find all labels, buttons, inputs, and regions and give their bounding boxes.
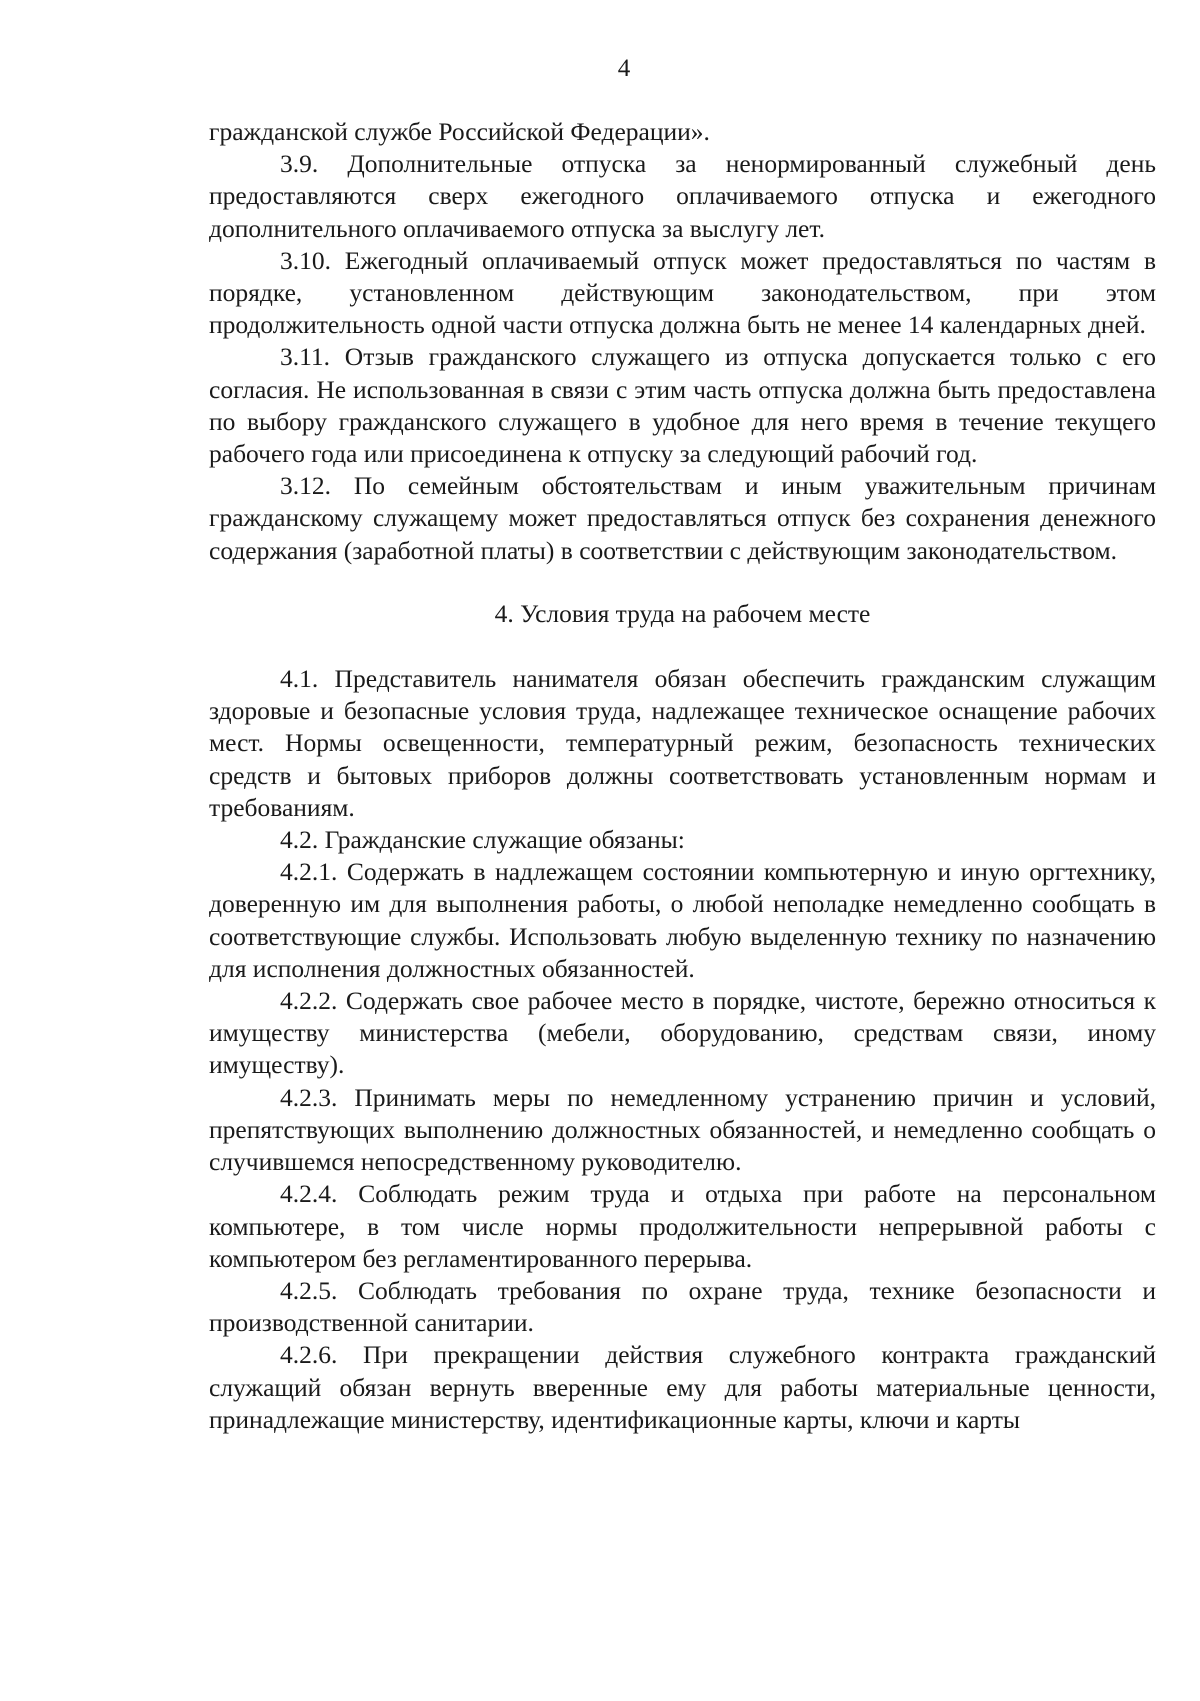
paragraph-4-2-6: 4.2.6. При прекращении действия служебного контракта гражданский служащий обязан вернуть вверенные ему для работы материальные ценности, принадлежащие министерству, идентификационные карты, ключи и карты — [209, 1340, 1156, 1434]
paragraph-4-1: 4.1. Представитель нанимателя обязан обеспечить гражданским служащим здоровые и безопасные условия труда, надлежащее техническое оснащение рабочих мест. Нормы освещенности, температурный режим, безопасность технических средств и бытовых приборов должны соответствовать установленным нормам и требованиям. — [209, 664, 1156, 822]
document-body — [209, 116, 1156, 1436]
paragraph-4-2-4: 4.2.4. Соблюдать режим труда и отдыха при работе на персональном компьютере, в том числе нормы продолжительности непрерывной работы с компьютером без регламентированного перерыва. — [209, 1179, 1156, 1273]
paragraph-section3-tail: гражданской службе Российской Федерации». — [209, 117, 710, 146]
paragraph-4-2-1: 4.2.1. Содержать в надлежащем состоянии компьютерную и иную оргтехнику, доверенную им для выполнения работы, о любой неполадке немедленно сообщать в соответствующие службы. Использовать любую выделенную технику по назначению для исполнения должностных обязанностей. — [209, 857, 1156, 983]
page-number: 4 — [617, 55, 631, 82]
section-4-heading: 4. Условия труда на рабочем месте — [494, 598, 871, 628]
paragraph-4-2: 4.2. Гражданские служащие обязаны: — [280, 825, 685, 855]
paragraph-4-2-5: 4.2.5. Соблюдать требования по охране труда, технике безопасности и производственной санитарии. — [209, 1275, 1156, 1338]
paragraph-3-11: 3.11. Отзыв гражданского служащего из отпуска допускается только с его согласия. Не использованная в связи с этим часть отпуска должна быть предоставлена по выбору гражданского служащего в удобное для него время в течение текущего рабочего года или присоединена к отпуску за следующий рабочий год. — [209, 342, 1156, 469]
paragraph-4-2-2: 4.2.2. Содержать свое рабочее место в порядке, чистоте, бережно относиться к имуществу министерства (мебели, оборудованию, средствам связи, иному имуществу). — [209, 986, 1156, 1080]
paragraph-3-10: 3.10. Ежегодный оплачиваемый отпуск может предоставляться по частям в порядке, установленном действующим законодательством, при этом продолжительность одной части отпуска должна быть не менее 14 календарных дней. — [209, 245, 1156, 340]
paragraph-3-12: 3.12. По семейным обстоятельствам и иным уважительным причинам гражданскому служащему может предоставляться отпуск без сохранения денежного содержания (заработной платы) в соответствии с действующим законодательством. — [209, 471, 1156, 565]
paragraph-4-2-3: 4.2.3. Принимать меры по немедленному устранению причин и условий, препятствующих выполнению должностных обязанностей, и немедленно сообщать о случившемся непосредственному руководителю. — [209, 1082, 1156, 1177]
paragraph-3-9: 3.9. Дополнительные отпуска за ненормированный служебный день предоставляются сверх ежегодного оплачиваемого отпуска и ежегодного дополнительного оплачиваемого отпуска за выслугу лет. — [209, 149, 1156, 243]
